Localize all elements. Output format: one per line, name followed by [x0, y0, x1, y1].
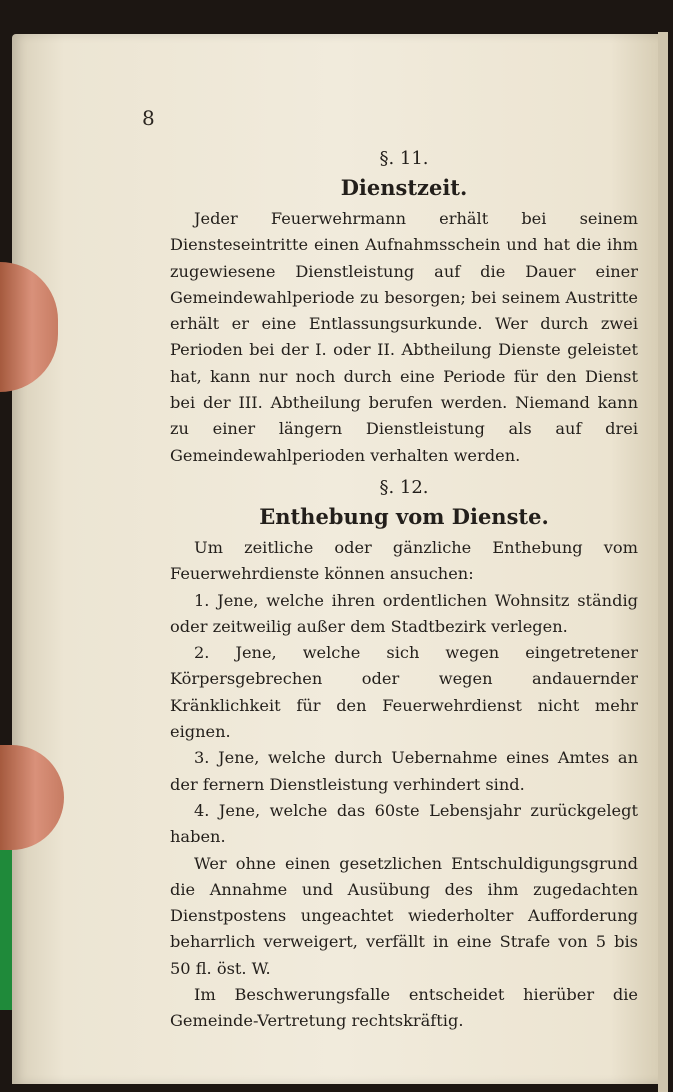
paragraph: Jeder Feuerwehrmann erhält bei seinem Diensteseintritte einen Aufnahmsschein und hat die ihm zugewiesene Dienstleistung auf die Dauer einer Gemeindewahlperiode zu besorgen; bei seinem Austritte erhält er eine Entlassungsurkunde. Wer durch zwei Perioden bei der I. oder II. Abtheilung Dienste geleistet hat, kann nur noch durch eine Periode für den Dienst bei der III. Abtheilung berufen werden. Niemand kann zu einer längern Dienstleistung als auf drei Gemeindewahlperioden verhalten werden. [170, 209, 638, 465]
list-item: 3. Jene, welche durch Uebernahme eines Amtes an der fernern Dienstleistung verhindert sind. [170, 748, 638, 794]
section-title: Dienstzeit. [340, 175, 468, 200]
page-content [170, 146, 638, 1035]
list-item: 1. Jene, welche ihren ordentlichen Wohnsitz ständig oder zeitweilig außer dem Stadtbezirk verlegen. [170, 590, 638, 636]
paragraph: Im Beschwerungsfalle entscheidet hierüber die Gemeinde-Vertretung rechtskräftig. [170, 985, 638, 1031]
paragraph: Um zeitliche oder gänzliche Enthebung vom Feuerwehrdienste können ansuchen: [170, 537, 638, 584]
list-item: 4. Jene, welche das 60ste Lebensjahr zurückgelegt haben. [170, 800, 638, 847]
page-edge [658, 32, 668, 1092]
section-title: Enthebung vom Dienste. [259, 503, 549, 529]
paragraph: Wer ohne einen gesetzlichen Entschuldigungsgrund die Annahme und Ausübung des ihm zugedachten Dienstpostens ungeachtet wiederholter Aufforderung beharrlich verweigert, verfällt in eine Strafe von 5 bis 50 fl. öst. W. [170, 853, 638, 978]
list-item: 2. Jene, welche sich wegen eingetretener Körpersgebrechen oder wegen andauernder Kränklichkeit für den Feuerwehrdienst nicht mehr eignen. [170, 643, 638, 742]
book-page [12, 34, 662, 1084]
section-number: §. 11. [379, 148, 429, 169]
page-number: 8 [142, 106, 155, 130]
section-number: §. 12. [379, 476, 429, 498]
